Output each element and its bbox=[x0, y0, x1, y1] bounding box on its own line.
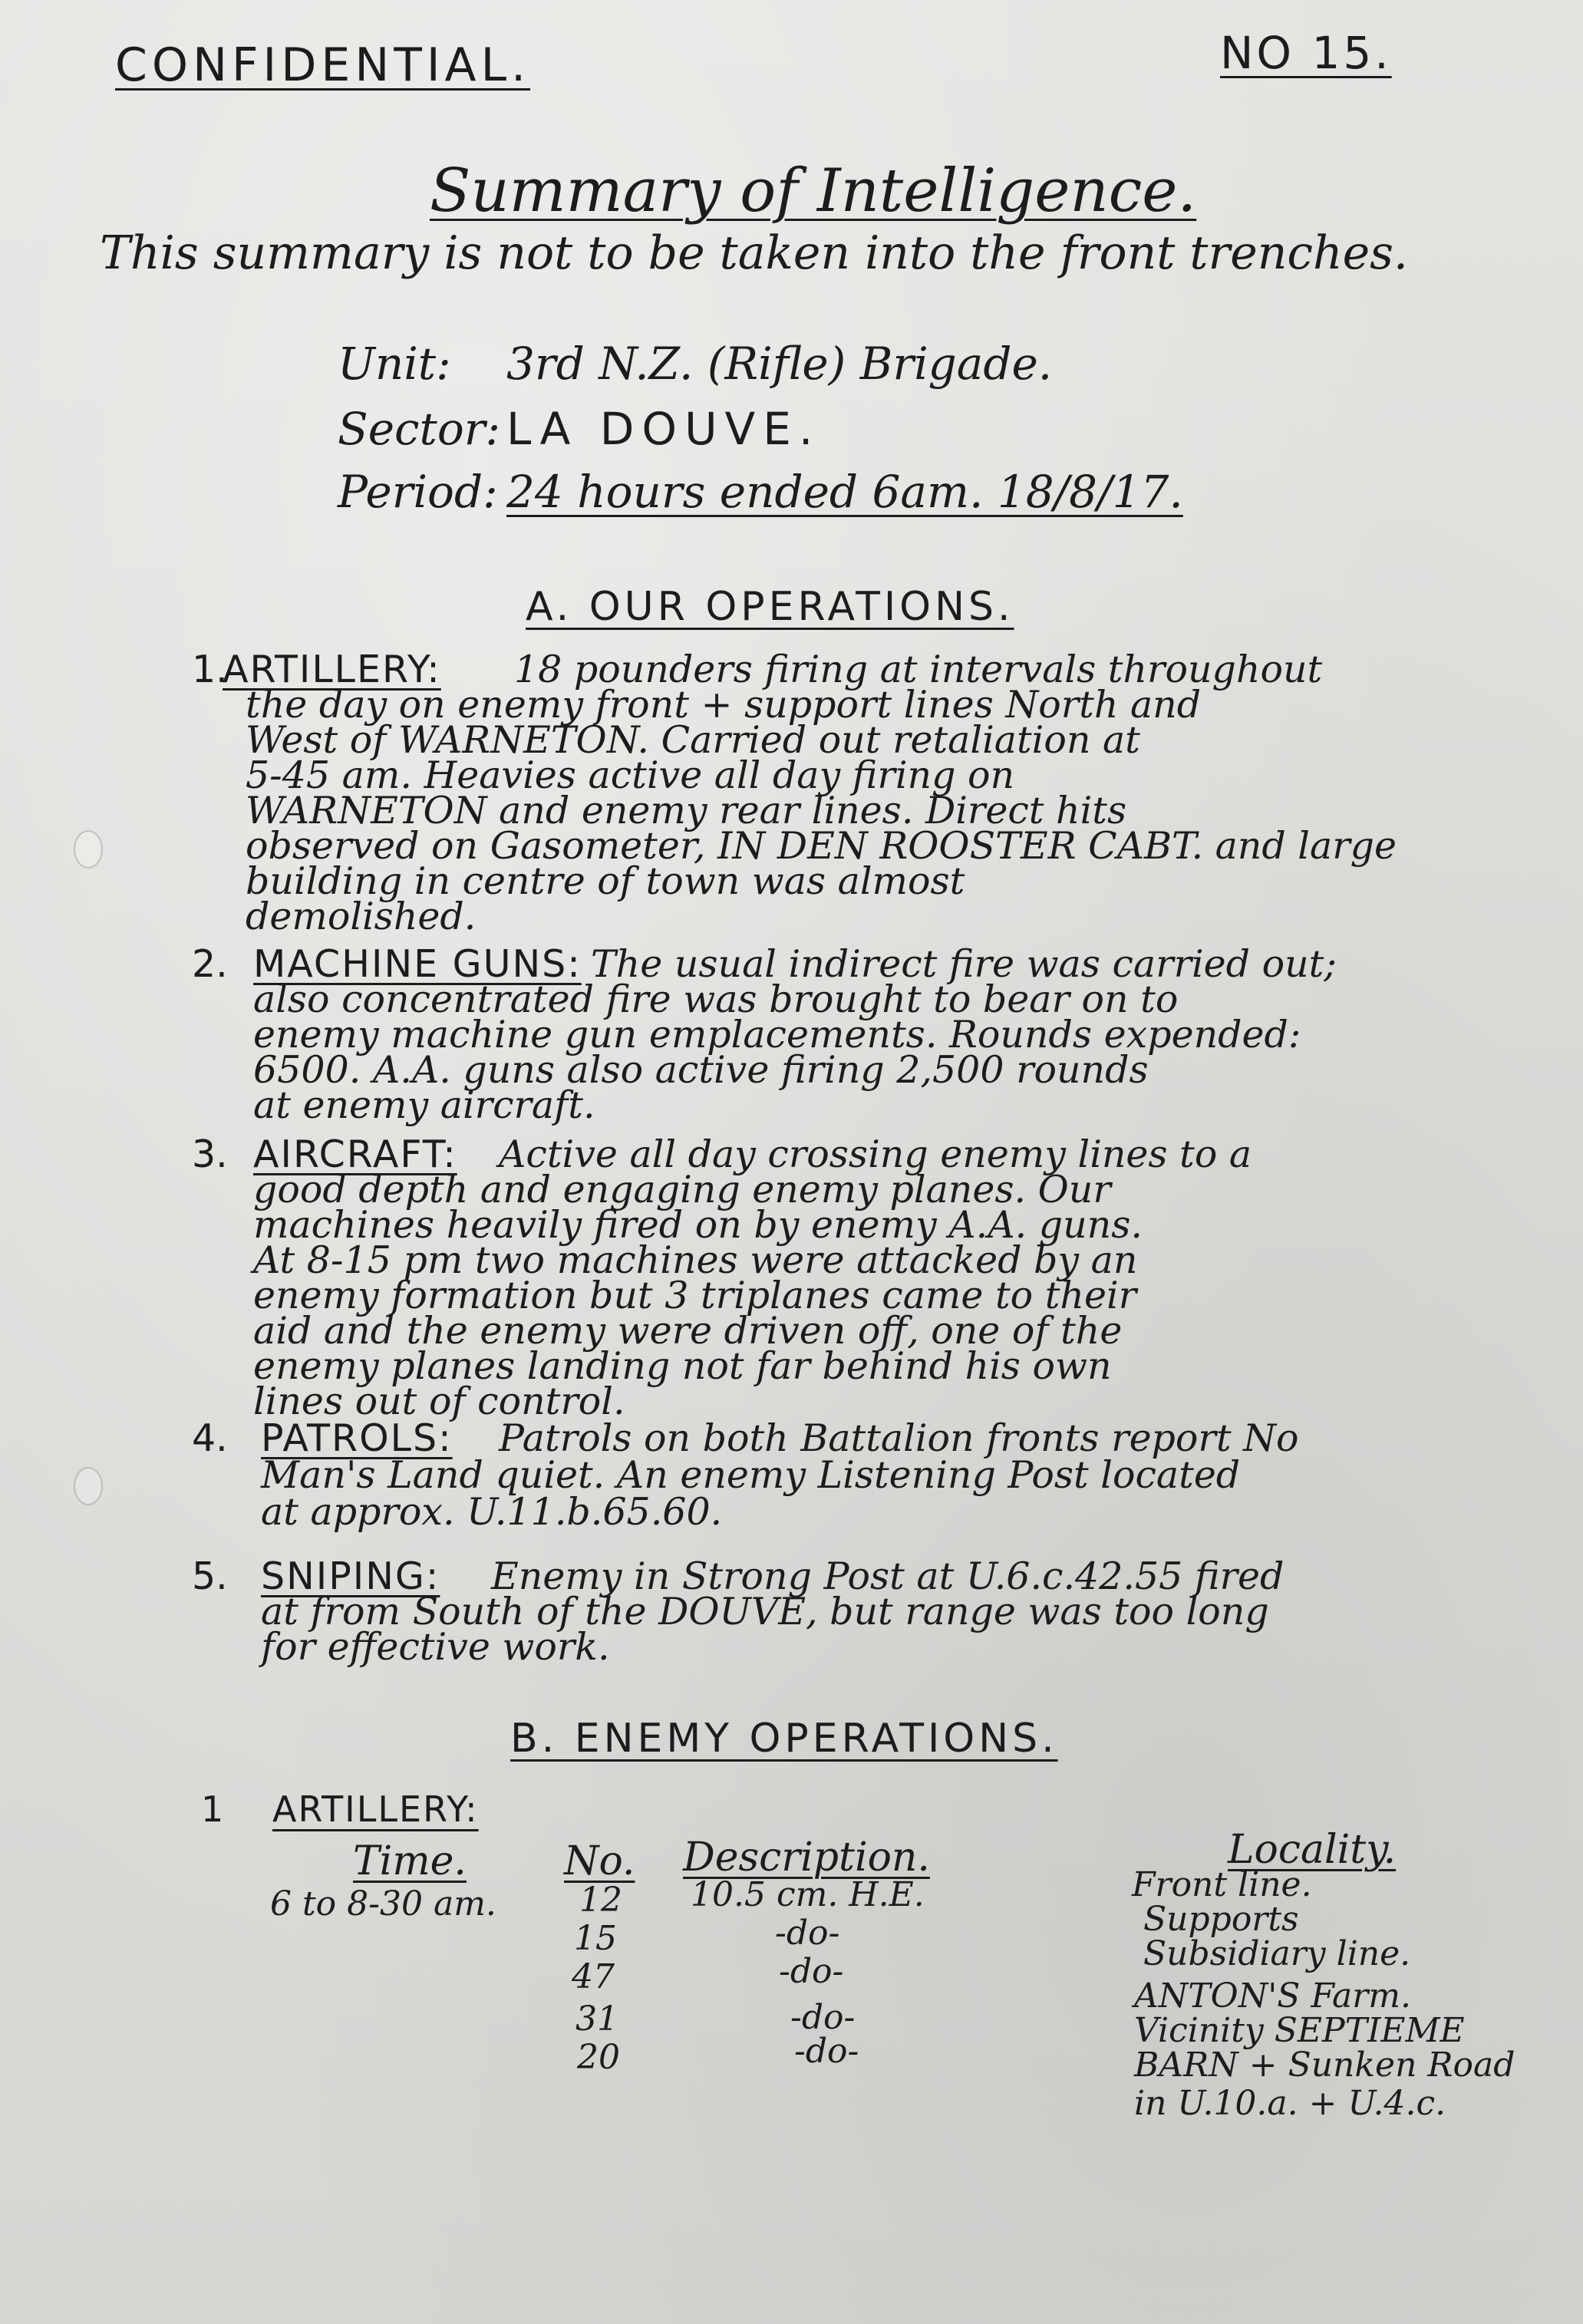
unit-label: Unit: bbox=[338, 338, 451, 390]
item-line: also concentrated fire was brought to bear on to bbox=[253, 977, 1179, 1021]
column-header-description: Description. bbox=[683, 1834, 930, 1881]
period-value: 24 hours ended 6am. 18/8/17. bbox=[506, 466, 1183, 518]
item-line: 6500. A.A. guns also active firing 2,500 rounds bbox=[253, 1048, 1149, 1092]
section-b-item-heading: ARTILLERY: bbox=[272, 1788, 479, 1830]
item-line: The usual indirect fire was carried out; bbox=[591, 942, 1337, 986]
sector-row bbox=[338, 403, 821, 455]
item-line: lines out of control. bbox=[253, 1380, 625, 1423]
item-line: Enemy in Strong Post at U.6.c.42.55 fired bbox=[491, 1554, 1285, 1598]
section-a-item-patrols bbox=[192, 1416, 1542, 1542]
column-header-time: Time. bbox=[353, 1838, 467, 1884]
locality-item: in U.10.a. + U.4.c. bbox=[1134, 2084, 1446, 2123]
table-cell-description: -do- bbox=[775, 1914, 840, 1953]
item-line: for effective work. bbox=[261, 1625, 610, 1669]
item-line: At 8-15 pm two machines were attacked by an bbox=[253, 1238, 1138, 1282]
period-label: Period: bbox=[338, 466, 498, 518]
item-line: good depth and engaging enemy planes. Our bbox=[253, 1168, 1111, 1211]
item-number: 3. bbox=[192, 1132, 228, 1176]
locality-item: BARN + Sunken Road bbox=[1134, 2045, 1515, 2085]
table-cell-no: 47 bbox=[572, 1957, 615, 1996]
column-header-locality: Locality. bbox=[1228, 1827, 1397, 1873]
item-line: building in centre of town was almost bbox=[246, 859, 965, 903]
table-cell-no: 20 bbox=[577, 2038, 620, 2077]
table-cell-no: 12 bbox=[579, 1881, 622, 1920]
locality-item: ANTON'S Farm. bbox=[1134, 1976, 1411, 2016]
item-number: 4. bbox=[192, 1416, 228, 1460]
section-a-item-sniping bbox=[192, 1554, 1542, 1680]
item-line: observed on Gasometer, IN DEN ROOSTER CABT. and large bbox=[246, 824, 1397, 868]
item-heading: MACHINE GUNS: bbox=[253, 942, 582, 986]
item-line: enemy planes landing not far behind his own bbox=[253, 1344, 1112, 1388]
locality-item: Supports bbox=[1143, 1900, 1299, 1939]
item-number: 2. bbox=[192, 942, 228, 986]
item-line: at approx. U.11.b.65.60. bbox=[261, 1490, 723, 1534]
item-line: 18 pounders firing at intervals throughout bbox=[514, 648, 1323, 691]
item-heading: ARTILLERY: bbox=[223, 648, 441, 691]
table-cell-no: 31 bbox=[575, 1999, 618, 2039]
item-line: aid and the enemy were driven off, one of the bbox=[253, 1309, 1123, 1353]
table-cell-no: 15 bbox=[574, 1919, 617, 1958]
item-line: 5-45 am. Heavies active all day firing on bbox=[246, 753, 1015, 797]
locality-item: Front line. bbox=[1132, 1865, 1312, 1904]
item-line: at enemy aircraft. bbox=[253, 1083, 595, 1127]
page-subtitle: This summary is not to be taken into the front trenches. bbox=[100, 226, 1408, 280]
item-line: machines heavily fired on by enemy A.A. guns. bbox=[253, 1203, 1143, 1247]
sector-label: Sector: bbox=[338, 403, 501, 455]
punch-hole bbox=[74, 1467, 103, 1505]
item-line: West of WARNETON. Carried out retaliation at bbox=[246, 718, 1140, 762]
table-cell-description: -do- bbox=[779, 1952, 844, 1991]
column-header-no: No. bbox=[564, 1838, 635, 1884]
page-title: Summary of Intelligence. bbox=[430, 157, 1197, 226]
section-a-item-machine-guns bbox=[192, 942, 1542, 1145]
item-line: Active all day crossing enemy lines to a bbox=[499, 1132, 1252, 1176]
locality-item: Vicinity SEPTIEME bbox=[1134, 2011, 1465, 2050]
section-a-item-aircraft bbox=[192, 1132, 1542, 1442]
item-line: Patrols on both Battalion fronts report No bbox=[499, 1416, 1299, 1460]
sector-value: LA DOUVE. bbox=[506, 403, 821, 455]
table-cell-description: 10.5 cm. H.E. bbox=[691, 1875, 925, 1914]
time-value: 6 to 8-30 am. bbox=[270, 1884, 496, 1923]
period-row bbox=[338, 466, 1183, 518]
item-number: 1. bbox=[192, 648, 228, 691]
document-number: NO 15. bbox=[1220, 27, 1392, 79]
item-line: Man's Land quiet. An enemy Listening Post located bbox=[261, 1453, 1241, 1497]
item-heading: SNIPING: bbox=[261, 1554, 440, 1598]
section-a-heading: A. OUR OPERATIONS. bbox=[526, 584, 1014, 630]
locality-item: Subsidiary line. bbox=[1143, 1934, 1411, 1973]
punch-hole bbox=[74, 830, 103, 869]
classification-label: CONFIDENTIAL. bbox=[115, 38, 531, 92]
item-line: enemy machine gun emplacements. Rounds expended: bbox=[253, 1013, 1301, 1057]
unit-value: 3rd N.Z. (Rifle) Brigade. bbox=[506, 338, 1053, 390]
item-line: demolished. bbox=[246, 895, 477, 938]
item-heading: AIRCRAFT: bbox=[253, 1132, 457, 1176]
item-line: at from South of the DOUVE, but range was too long bbox=[261, 1590, 1269, 1633]
item-line: enemy formation but 3 triplanes came to their bbox=[253, 1274, 1137, 1317]
section-b-item-number: 1 bbox=[201, 1788, 224, 1830]
item-line: WARNETON and enemy rear lines. Direct hits bbox=[246, 789, 1127, 832]
item-heading: PATROLS: bbox=[261, 1416, 453, 1460]
section-a-item-artillery bbox=[192, 648, 1542, 958]
table-cell-description: -do- bbox=[790, 1998, 856, 2037]
section-b-heading: B. ENEMY OPERATIONS. bbox=[510, 1716, 1058, 1762]
item-line: the day on enemy front + support lines North and bbox=[246, 683, 1202, 727]
item-number: 5. bbox=[192, 1554, 228, 1598]
unit-row bbox=[338, 338, 1053, 390]
table-cell-description: -do- bbox=[794, 2032, 859, 2071]
